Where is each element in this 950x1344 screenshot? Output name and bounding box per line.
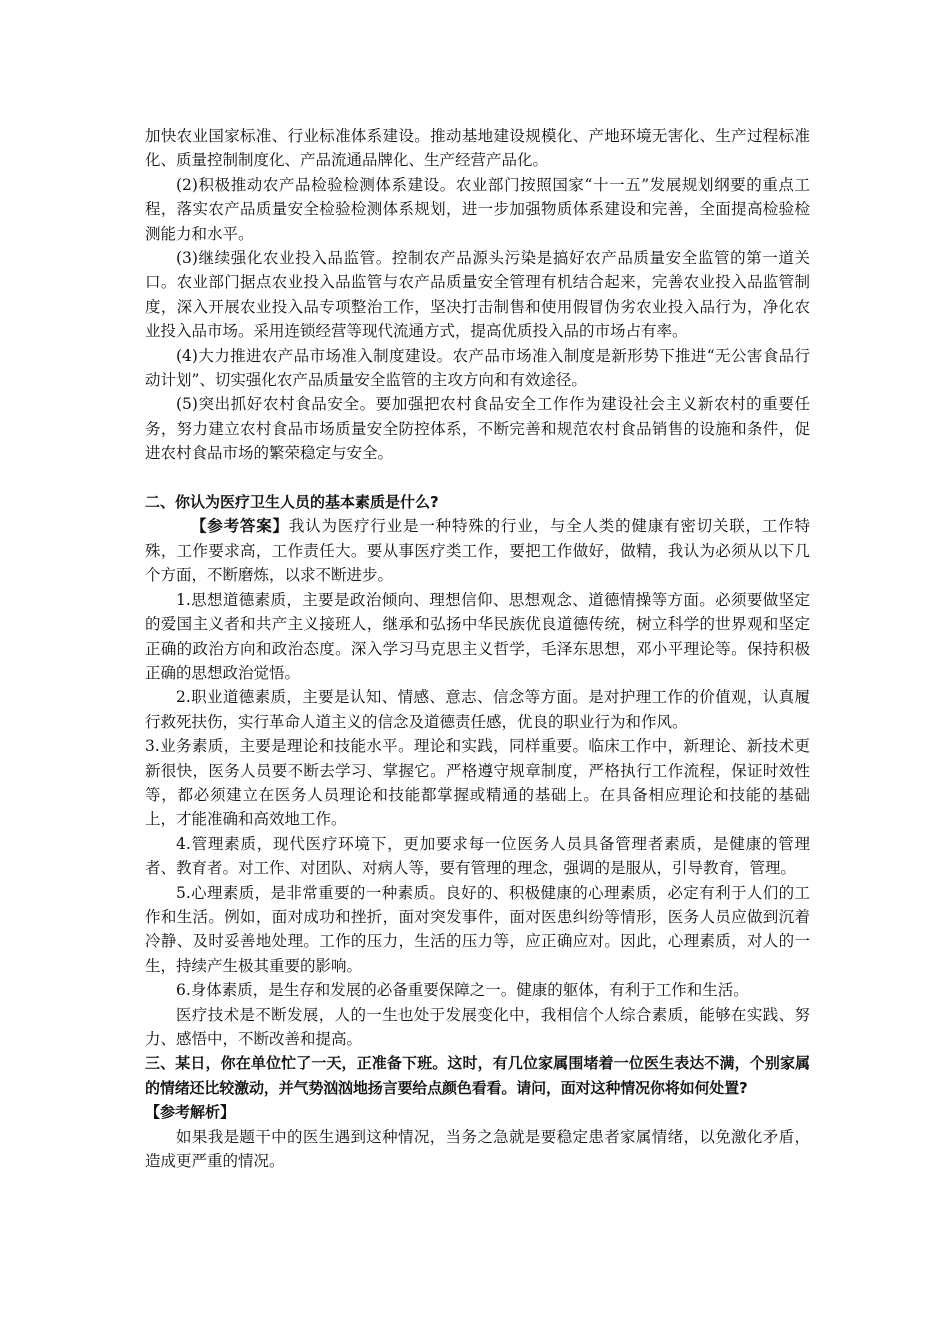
section-2-closing: 医疗技术是不断发展，人的一生也处于发展变化中，我相信个人综合素质，能够在实践、努力、感悟中，不断改善和提高。 (145, 1005, 810, 1049)
quality-item-3: 3.业务素质，主要是理论和技能水平。理论和实践，同样重要。临床工作中，新理论、新技术更新很快，医务人员要不断去学习、掌握它。严格遵守规章制度，严格执行工作流程，保证时效性等，都必须建立在医务人员理论和技能都掌握或精通的基础上。在具备相应理论和技能的基础上，才能准确和高效地工作。 (145, 737, 810, 829)
quality-item-4: 4.管理素质，现代医疗环境下，更加要求每一位医务人员具备管理者素质，是健康的管理者、教育者。对工作、对团队、对病人等，要有管理的理念，强调的是服从，引导教育，管理。 (145, 834, 810, 878)
answer-label: 【参考答案】 (191, 516, 289, 536)
answer-text: 我认为医疗行业是一种特殊的行业，与全人类的健康有密切关联，工作特殊，工作要求高，工作责任大。要从事医疗类工作，要把工作做好，做精，我认为必须从以下几个方面，不断磨炼，以求不断进步。 (145, 517, 810, 585)
quality-item-6: 6.身体素质，是生存和发展的必备重要保障之一。健康的躯体，有利于工作和生活。 (176, 981, 749, 1000)
paragraph-item-2: (2)积极推动农产品检验检测体系建设。农业部门按照国家“十一五”发展规划纲要的重点工程，落实农产品质量安全检验检测体系规划，进一步加强物质体系建设和完善，全面提高检验检测能力和水平。 (145, 175, 810, 243)
section-3-question: 三、某日，你在单位忙了一天，正准备下班。这时，有几位家属围堵着一位医生表达不满，个别家属的情绪还比较激动，并气势汹汹地扬言要给点颜色看看。请问，面对这种情况你将如何处置? (145, 1054, 810, 1097)
paragraph-item-4: (4)大力推进农产品市场准入制度建设。农产品市场准入制度是新形势下推进“无公害食品行动计划”、切实强化农产品质量安全监管的主攻方向和有效途径。 (145, 346, 810, 390)
quality-item-5: 5.心理素质，是非常重要的一种素质。良好的、积极健康的心理素质，必定有利于人们的工作和生活。例如，面对成功和挫折，面对突发事件，面对医患纠纷等情形，医务人员应做到沉着冷静、及时妥善地处理。工作的压力，生活的压力等，应正确应对。因此，心理素质，对人的一生，持续产生极其重要的影响。 (145, 883, 810, 975)
paragraph-item-3: (3)继续强化农业投入品监管。控制农产品源头污染是搞好农产品质量安全监管的第一道关口。农业部门据点农业投入品监管与农产品质量安全管理有机结合起来，完善农业投入品监管制度，深入开展农业投入品专项整治工作，坚决打击制售和使用假冒伪劣农业投入品行为，净化农业投入品市场。采用连锁经营等现代流通方式，提高优质投入品的市场占有率。 (145, 249, 810, 341)
analysis-text: 如果我是题干中的医生遇到这种情况，当务之急就是要稳定患者家属情绪，以免激化矛盾，造成更严重的情况。 (145, 1127, 810, 1171)
paragraph-standards: 加快农业国家标准、行业标准体系建设。推动基地建设规模化、产地环境无害化、生产过程标准化、质量控制制度化、产品流通品牌化、生产经营产品化。 (145, 127, 810, 170)
section-2-heading: 二、你认为医疗卫生人员的基本素质是什么? (145, 493, 439, 512)
quality-item-1: 1.思想道德素质，主要是政治倾向、理想信仰、思想观念、道德情操等方面。必须要做坚定的爱国主义者和共产主义接班人，继承和弘扬中华民族优良道德传统，树立科学的世界观和坚定正确的政治方向和政治态度。深入学习马克思主义哲学，毛泽东思想，邓小平理论等。保持积极正确的思想政治觉悟。 (145, 590, 810, 682)
section-2-answer (145, 514, 810, 587)
section-spacer (145, 466, 810, 490)
paragraph-item-5: (5)突出抓好农村食品安全。要加强把农村食品安全工作作为建设社会主义新农村的重要任务，努力建立农村食品市场质量安全防控体系，不断完善和规范农村食品销售的设施和条件，促进农村食品市场的繁荣稳定与安全。 (145, 395, 810, 463)
analysis-label: 【参考解析】 (145, 1103, 236, 1122)
document-body (145, 124, 810, 1173)
quality-item-2: 2.职业道德素质，主要是认知、情感、意志、信念等方面。是对护理工作的价值观，认真履行救死扶伤，实行革命人道主义的信念及道德责任感，优良的职业行为和作风。 (145, 688, 810, 731)
